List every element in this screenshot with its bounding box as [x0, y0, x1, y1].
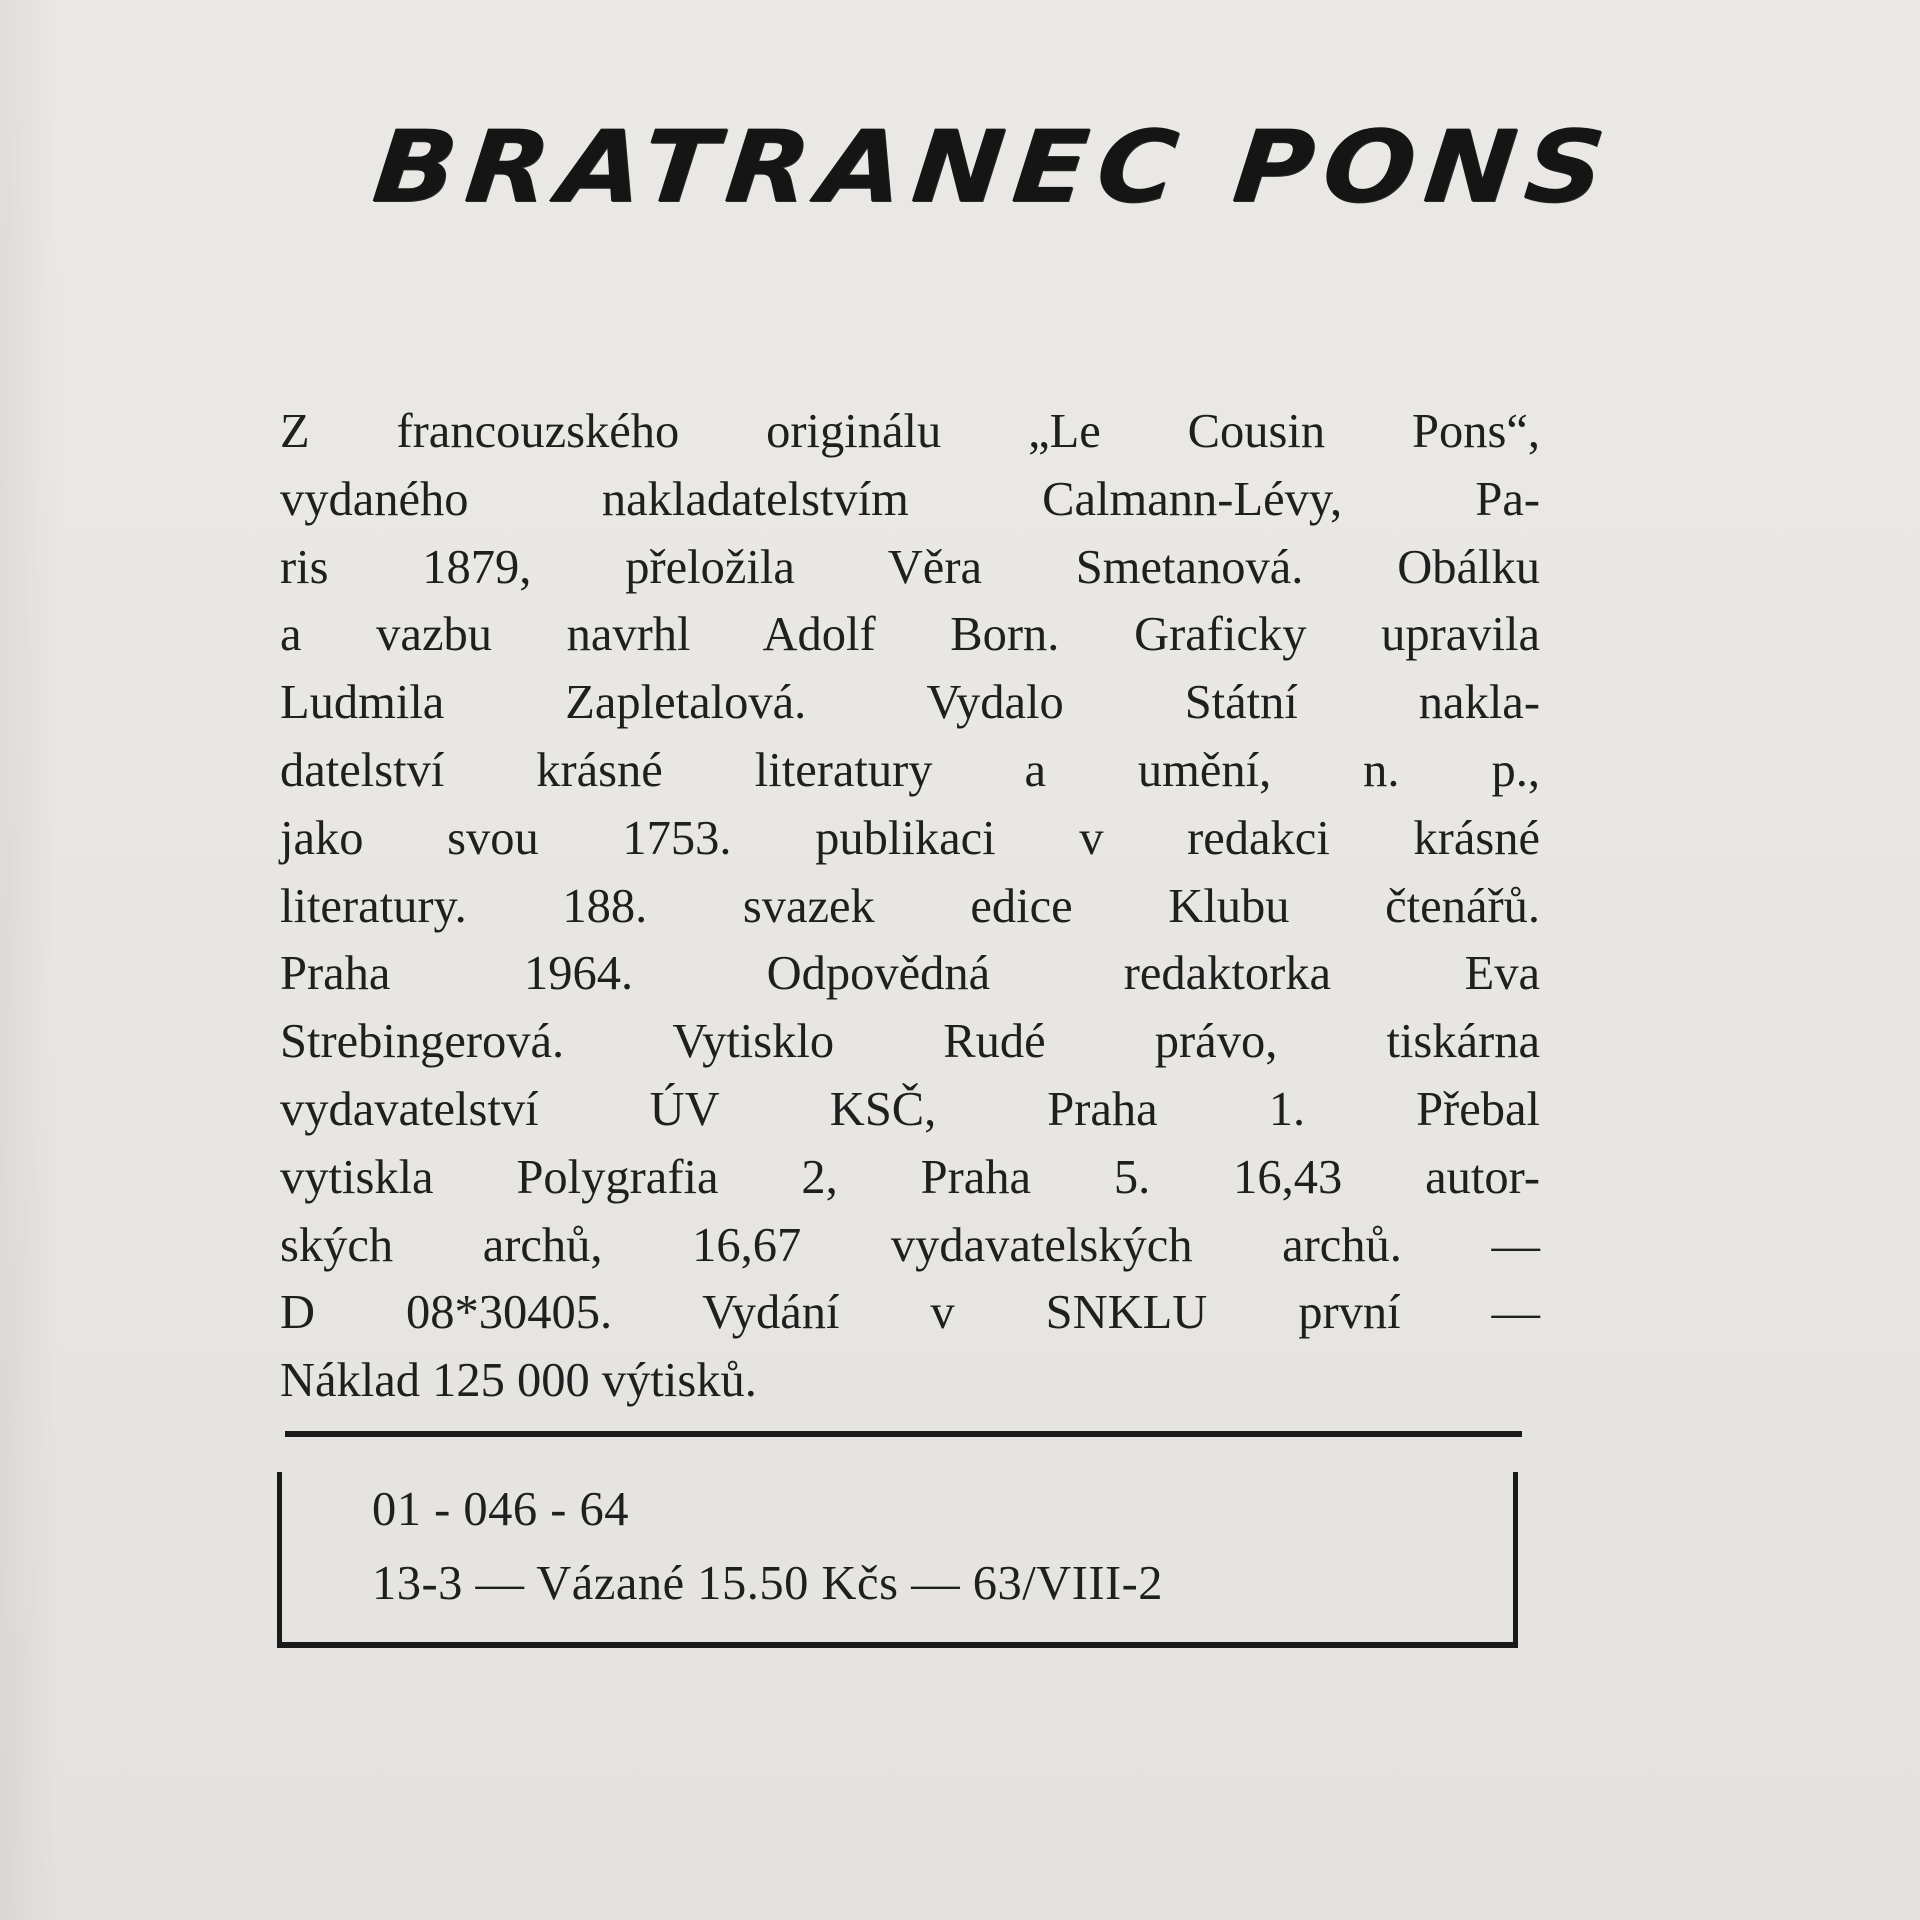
colophon-line: datelství krásné literatury a umění, n. p.,	[280, 743, 1540, 797]
colophon-line: a vazbu navrhl Adolf Born. Graficky upravila	[280, 608, 1540, 662]
colophon-line: vytiskla Polygrafia 2, Praha 5. 16,43 autor-	[280, 1150, 1540, 1204]
colophon-line: literatury. 188. svazek edice Klubu čtenářů.	[280, 879, 1540, 933]
book-title: BRATRANEC PONS	[367, 110, 1620, 225]
colophon-line: Ludmila Zapletalová. Vydalo Státní nakla-	[280, 676, 1540, 730]
colophon-line: D 08*30405. Vydání v SNKLU první —	[280, 1286, 1540, 1340]
colophon-line: vydavatelství ÚV KSČ, Praha 1. Přebal	[280, 1082, 1540, 1136]
colophon-line: Strebingerová. Vytisklo Rudé právo, tiskárna	[280, 1015, 1540, 1069]
colophon-line: vydaného nakladatelstvím Calmann-Lévy, Pa-	[280, 472, 1540, 526]
colophon-line: Z francouzského originálu „Le Cousin Pons“,	[280, 405, 1540, 458]
catalog-number: 01 - 046 - 64	[372, 1483, 630, 1536]
colophon-line: Náklad 125 000 výtisků.	[280, 1354, 757, 1408]
colophon-line: ských archů, 16,67 vydavatelských archů. —	[280, 1218, 1540, 1272]
colophon-line: ris 1879, přeložila Věra Smetanová. Obálku	[280, 540, 1540, 594]
catalog-box-top-rule	[285, 1431, 1522, 1437]
price-line: 13-3 — Vázané 15.50 Kčs — 63/VIII-2	[372, 1557, 1164, 1610]
colophon-line: jako svou 1753. publikaci v redakci krásné	[280, 811, 1540, 865]
page-edge-shadow	[0, 0, 60, 1920]
catalog-box	[277, 1472, 1518, 1648]
colophon-text	[280, 398, 1540, 1415]
colophon-line: Praha 1964. Odpovědná redaktorka Eva	[280, 947, 1540, 1001]
